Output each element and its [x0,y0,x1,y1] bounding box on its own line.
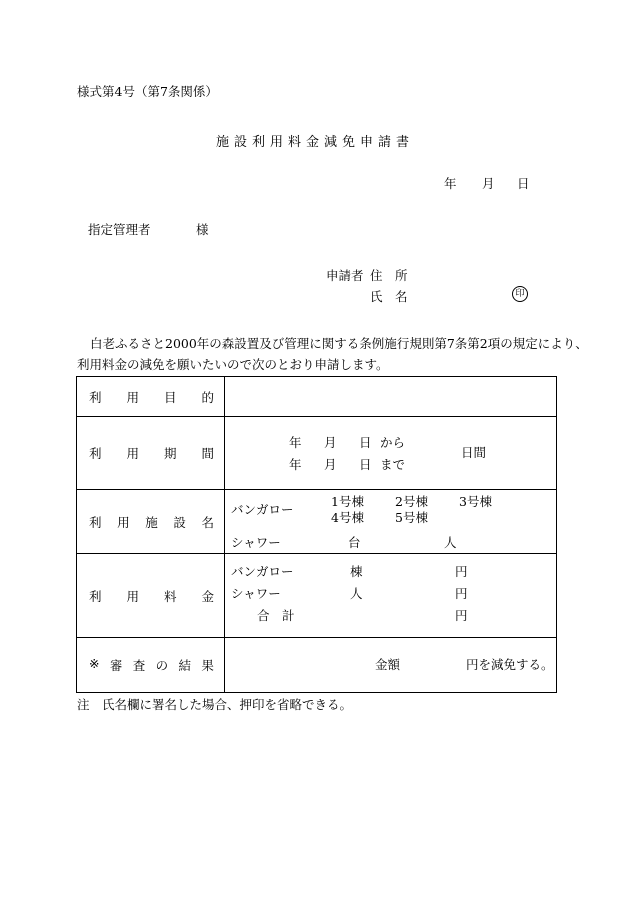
to-suffix: まで [380,457,406,472]
label-char: 目 [163,389,177,405]
label-char: の [155,658,169,673]
application-table [76,376,557,693]
label-char: 結 [178,658,192,673]
row-purpose [77,377,557,417]
row-facility [77,490,557,554]
footnote: 注 氏名欄に署名した場合、押印を省略できる。 [77,697,353,712]
fee-bungalow-yen: 円 [455,564,468,579]
application-text-line1: 白老ふるさと2000年の森設置及び管理に関する条例施行規則第7条第2項の規定により、 [90,336,588,351]
shower-unit: 台 [348,535,361,550]
building-5[interactable]: 5号棟 [395,510,428,525]
building-4[interactable]: 4号棟 [331,510,364,525]
from-year: 年 [289,435,302,450]
to-month: 月 [324,457,337,472]
amount-suffix: 円を減免する。 [466,657,554,672]
addressee: 指定管理者 [88,222,151,237]
purpose-label [77,377,225,417]
addressee-suffix: 様 [196,222,209,237]
result-label [77,638,225,693]
fee-total-label: 合 計 [257,608,295,623]
result-field[interactable] [225,638,557,693]
label-char: 的 [201,389,214,405]
date-year-label: 年 [444,176,457,191]
building-1[interactable]: 1号棟 [331,494,364,509]
building-2[interactable]: 2号棟 [395,494,428,509]
shower-label: シャワー [231,535,281,550]
row-period [77,417,557,490]
label-char: 間 [201,446,214,461]
fee-bungalow-unit: 棟 [350,564,363,579]
period-label [77,417,225,490]
document-title: 施設利用料金減免申請書 [215,135,414,150]
days-label: 日間 [461,445,487,460]
fee-total-yen: 円 [455,608,468,623]
label-char: 査 [132,658,146,673]
name-label: 氏 名 [370,289,408,304]
period-field[interactable] [225,417,557,490]
label-char: 料 [163,588,177,604]
label-char: 施 [145,514,158,530]
address-label: 住 所 [370,268,408,283]
purpose-field[interactable] [225,377,557,417]
from-day: 日 [359,435,372,450]
date-day-label: 日 [517,176,530,191]
label-char: 審 [109,658,123,673]
date-month-label: 月 [482,176,495,191]
fee-bungalow-label: バンガロー [231,564,294,579]
from-month: 月 [324,435,337,450]
seal-mark: 印 [512,286,528,302]
row-result [77,638,557,693]
label-char: 果 [201,658,214,673]
facility-label [77,490,225,554]
application-text [77,333,588,375]
fee-label [77,554,225,638]
fee-field[interactable] [225,554,557,638]
row-fee [77,554,557,638]
label-char: 金 [201,588,214,604]
fee-shower-label: シャワー [231,586,281,601]
facility-field[interactable] [225,490,557,554]
label-char: 利 [89,514,102,530]
label-char: 用 [117,514,130,530]
to-year: 年 [289,457,302,472]
person-unit: 人 [444,535,457,550]
from-suffix: から [380,435,406,450]
label-char: 利 [89,588,102,604]
label-char: 名 [201,514,214,530]
building-3[interactable]: 3号棟 [459,494,492,509]
label-char: 用 [126,389,139,405]
application-text-line2: 利用料金の減免を願いたいので次のとおり申請します。 [77,357,389,372]
label-char: 利 [89,446,102,461]
to-day: 日 [359,457,372,472]
label-char: ※ [89,656,100,671]
label-char: 用 [126,446,139,461]
label-char: 期 [163,446,177,461]
label-char: 利 [89,389,102,405]
fee-shower-yen: 円 [455,586,468,601]
form-number: 様式第4号（第7条関係） [77,84,218,99]
bungalow-label: バンガロー [231,502,294,517]
fee-shower-unit: 人 [350,586,363,601]
label-char: 設 [173,514,186,530]
applicant-label: 申請者 [326,268,364,283]
label-char: 用 [126,588,139,604]
amount-label: 金額 [375,657,401,672]
